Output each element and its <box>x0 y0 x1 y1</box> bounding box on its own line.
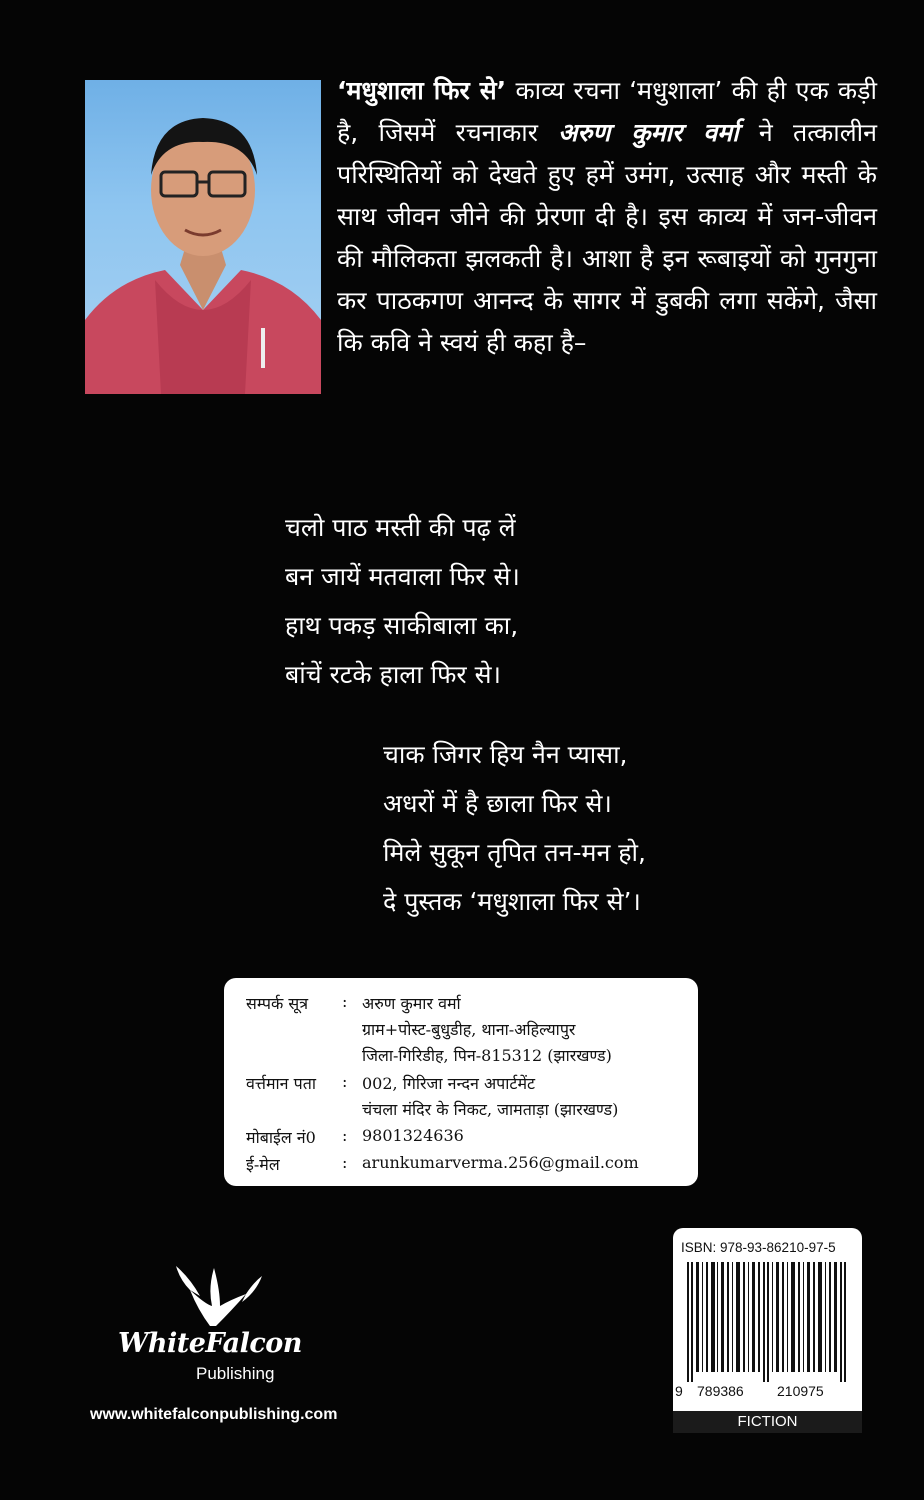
contact-label: ई-मेल <box>246 1155 280 1174</box>
barcode-panel <box>673 1228 862 1433</box>
contact-row <box>246 1153 639 1175</box>
contact-row <box>246 1098 618 1120</box>
contact-colon: : <box>342 1153 348 1172</box>
intro-paragraph <box>337 70 877 364</box>
barcode-digits-left: 789386 <box>697 1383 744 1399</box>
barcode-icon <box>683 1262 853 1382</box>
author-photo <box>85 80 321 394</box>
contact-box <box>224 978 698 1186</box>
stanza-line: मिले सुकून तृपित तन-मन हो, <box>383 838 646 867</box>
publisher-name: WhiteFalcon <box>118 1328 302 1359</box>
contact-value: चंचला मंदिर के निकट, जामताड़ा (झारखण्ड) <box>362 1100 619 1119</box>
contact-label: सम्पर्क सूत्र <box>246 994 309 1013</box>
contact-colon <box>342 1018 362 1040</box>
contact-label <box>246 1018 342 1040</box>
stanza-2 <box>383 730 646 926</box>
contact-colon: : <box>342 1072 348 1091</box>
contact-label <box>246 1044 342 1066</box>
stanza-line: दे पुस्तक ‘मधुशाला फिर से’। <box>383 887 641 916</box>
contact-value: 002, गिरिजा नन्दन अपार्टमेंट <box>362 1074 536 1093</box>
stanza-1 <box>285 503 520 699</box>
contact-label <box>246 1098 342 1120</box>
contact-colon <box>342 1044 362 1066</box>
contact-value: अरुण कुमार वर्मा <box>362 994 461 1013</box>
contact-value: 9801324636 <box>362 1126 464 1145</box>
stanza-line: हाथ पकड़ साकीबाला का, <box>285 611 519 640</box>
category-label: FICTION <box>673 1411 862 1433</box>
contact-colon <box>342 1098 362 1120</box>
intro-text-part1: काव्य रचना ‘मधुशाला’ की ही एक कड़ी है, जिसमें रचनाकार <box>337 76 877 147</box>
isbn-text: ISBN: 978-93-86210-97-5 <box>681 1240 836 1255</box>
contact-row <box>246 992 461 1014</box>
falcon-icon <box>150 1260 270 1330</box>
publisher-logo <box>110 1260 310 1390</box>
barcode-digit-first: 9 <box>675 1383 683 1399</box>
book-title-quoted: ‘मधुशाला फिर से’ <box>337 76 507 105</box>
barcode-digits-right: 210975 <box>777 1383 824 1399</box>
contact-row <box>246 1126 464 1148</box>
contact-row <box>246 1044 612 1066</box>
contact-row <box>246 1072 535 1094</box>
contact-colon: : <box>342 1126 348 1145</box>
stanza-line: चाक जिगर हिय नैन प्यासा, <box>383 740 628 769</box>
author-name: अरुण कुमार वर्मा <box>558 118 739 147</box>
contact-value: arunkumarverma.256@gmail.com <box>362 1153 639 1172</box>
publisher-website[interactable]: www.whitefalconpublishing.com <box>90 1406 338 1423</box>
intro-text-part2: ने तत्कालीन परिस्थितियों को देखते हुए हमें उमंग, उत्साह और मस्ती के साथ जीवन जीने की प्रेरणा दी है। इस काव्य में जन-जीवन की मौलिकता झलकती है। आशा है इन रूबाइयों को गुनगुना कर पाठकगण आनन्द के सागर में डुबकी लगा सकेंगे, जैसा कि कवि ने स्वयं ही कहा है– <box>337 118 877 357</box>
contact-colon: : <box>342 992 348 1011</box>
publisher-sub: Publishing <box>196 1364 275 1383</box>
contact-label: मोबाईल नं0 <box>246 1128 316 1147</box>
contact-value: जिला-गिरिडीह, पिन-815312 (झारखण्ड) <box>362 1046 612 1065</box>
contact-label: वर्त्तमान पता <box>246 1074 316 1093</box>
stanza-line: चलो पाठ मस्ती की पढ़ लें <box>285 513 516 542</box>
stanza-line: बन जायें मतवाला फिर से। <box>285 562 520 591</box>
stanza-line: बांचें रटके हाला फिर से। <box>285 660 501 689</box>
contact-value: ग्राम+पोस्ट-बुधुडीह, थाना-अहिल्यापुर <box>362 1020 576 1039</box>
contact-row <box>246 1018 575 1040</box>
stanza-line: अधरों में है छाला फिर से। <box>383 789 612 818</box>
